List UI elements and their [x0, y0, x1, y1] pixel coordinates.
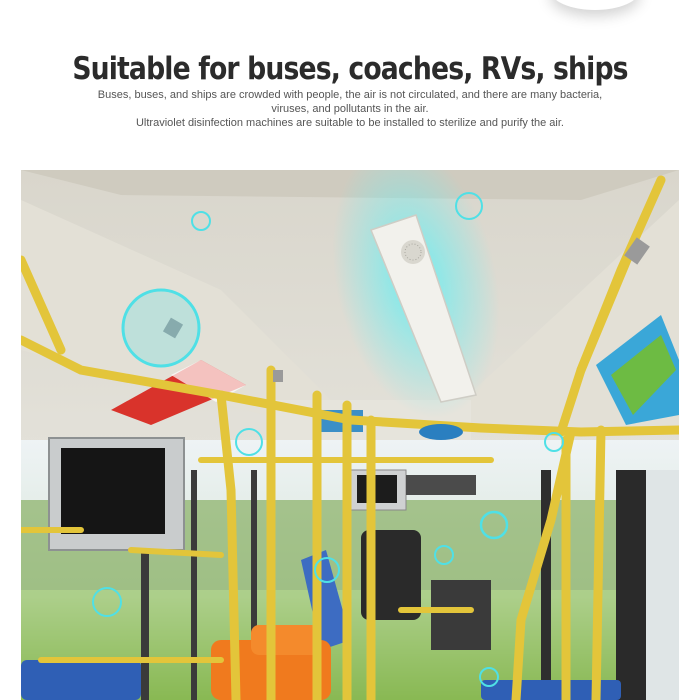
decorative-glow	[550, 0, 640, 10]
description	[60, 88, 640, 130]
bus-interior-photo	[21, 170, 679, 700]
description-line-1: Buses, buses, and ships are crowded with people, the air is not circulated, and there are many bacteria,	[97, 89, 603, 101]
description-line-2: viruses, and pollutants in the air.	[271, 103, 429, 115]
page-headline: Suitable for buses, coaches, RVs, ships	[72, 50, 628, 87]
description-line-3: Ultraviolet disinfection machines are suitable to be installed to sterilize and purify the air.	[135, 117, 564, 129]
